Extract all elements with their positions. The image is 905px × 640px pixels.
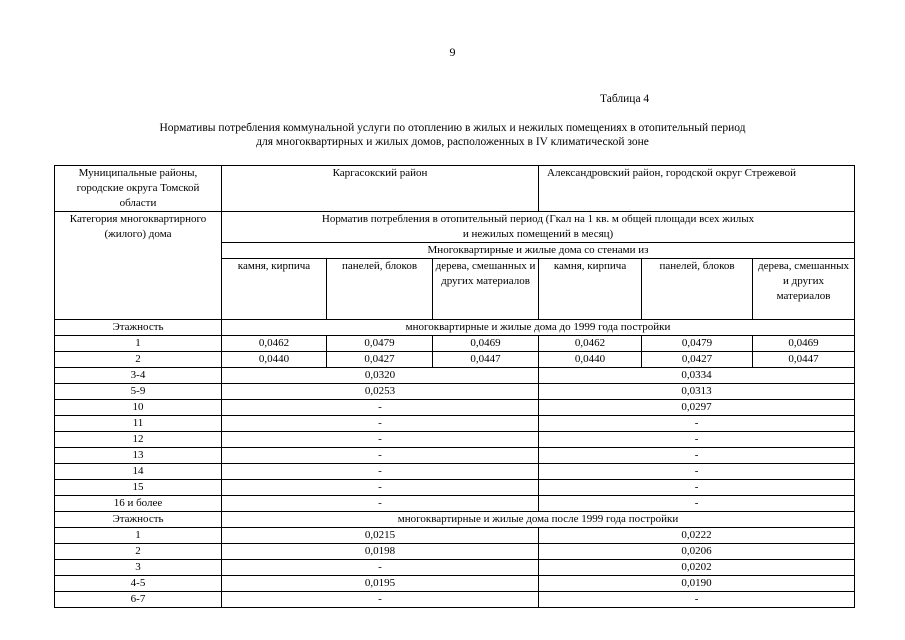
region-a-value: - [222,592,539,608]
region-a-value: - [222,432,539,448]
caption-line-2: для многоквартирных и жилых домов, расположенных в IV климатической зоне [256,136,649,148]
table-row [55,352,855,368]
region-b-value: 0,0334 [539,368,855,384]
region-b-value: 0,0222 [539,528,855,544]
floors-cell: 15 [55,480,222,496]
table-row [55,544,855,560]
value-cell: 0,0469 [433,336,539,352]
caption-line-1: Нормативы потребления коммунальной услуги по отоплению в жилых и нежилых помещениях в отопительный период [159,122,746,134]
region-b-value: 0,0202 [539,560,855,576]
header-row-norm [55,212,855,243]
region-b-header: Александровский район, городской округ Стрежевой [539,166,855,212]
table-row [55,448,855,464]
table-label: Таблица 4 [600,93,650,105]
floors-cell: 3 [55,560,222,576]
section-2-header-row [55,512,855,528]
region-b-value: - [539,592,855,608]
table-row [55,464,855,480]
region-b-value: - [539,464,855,480]
value-cell: 0,0447 [753,352,855,368]
region-a-value: 0,0215 [222,528,539,544]
region-a-value: - [222,400,539,416]
region-b-value: - [539,480,855,496]
floors-cell: 13 [55,448,222,464]
municipal-column-header: Муниципальные районы, городские округа Томской области [55,166,222,212]
category-column-header: Категория многоквартирного (жилого) дома [55,212,222,320]
material-a-panels: панелей, блоков [327,259,433,320]
floors-cell: 4-5 [55,576,222,592]
page-number: 9 [449,45,456,59]
material-b-panels: панелей, блоков [642,259,753,320]
table-row [55,416,855,432]
region-b-value: 0,0297 [539,400,855,416]
floors-cell: 1 [55,528,222,544]
region-b-value: - [539,448,855,464]
value-cell: 0,0462 [539,336,642,352]
value-cell: 0,0447 [433,352,539,368]
walls-header: Многоквартирные и жилые дома со стенами из [222,243,855,259]
table-row [55,496,855,512]
region-b-value: 0,0206 [539,544,855,560]
region-b-value: - [539,416,855,432]
value-cell: 0,0427 [327,352,433,368]
section-1-title: многоквартирные и жилые дома до 1999 года постройки [222,320,855,336]
norm-header-line-2: и нежилых помещений в месяц) [462,228,614,240]
section-2-floors-label: Этажность [55,512,222,528]
floors-cell: 2 [55,544,222,560]
header-row-regions [55,166,855,212]
value-cell: 0,0427 [642,352,753,368]
value-cell: 0,0469 [753,336,855,352]
value-cell: 0,0440 [222,352,327,368]
region-a-value: 0,0253 [222,384,539,400]
region-a-value: 0,0320 [222,368,539,384]
heating-norms-table [54,165,855,608]
table-row [55,336,855,352]
section-1-floors-label: Этажность [55,320,222,336]
norm-header-line-1: Норматив потребления в отопительный период (Гкал на 1 кв. м общей площади всех жилых [321,213,755,225]
floors-cell: 6-7 [55,592,222,608]
floors-cell: 5-9 [55,384,222,400]
section-2-title: многоквартирные и жилые дома после 1999 года постройки [222,512,855,528]
value-cell: 0,0440 [539,352,642,368]
floors-cell: 14 [55,464,222,480]
table-caption [90,121,815,149]
region-a-value: - [222,480,539,496]
region-a-value: 0,0195 [222,576,539,592]
floors-cell: 12 [55,432,222,448]
floors-cell: 11 [55,416,222,432]
region-a-value: - [222,464,539,480]
table-row [55,576,855,592]
table-row [55,528,855,544]
value-cell: 0,0479 [327,336,433,352]
norm-header [222,212,855,243]
region-a-header: Каргасокский район [222,166,539,212]
region-b-value: - [539,496,855,512]
table-row [55,400,855,416]
region-a-value: - [222,560,539,576]
region-b-value: - [539,432,855,448]
material-a-wood: дерева, смешанных и других материалов [433,259,539,320]
region-a-value: - [222,416,539,432]
floors-cell: 1 [55,336,222,352]
region-b-value: 0,0190 [539,576,855,592]
value-cell: 0,0462 [222,336,327,352]
table-row [55,480,855,496]
floors-cell: 3-4 [55,368,222,384]
region-a-value: 0,0198 [222,544,539,560]
region-a-value: - [222,496,539,512]
table-row [55,384,855,400]
material-b-stone: камня, кирпича [539,259,642,320]
region-b-value: 0,0313 [539,384,855,400]
region-a-value: - [222,448,539,464]
table-row [55,432,855,448]
floors-cell: 16 и более [55,496,222,512]
table-row [55,368,855,384]
material-b-wood: дерева, смешанных и других материалов [753,259,855,320]
floors-cell: 2 [55,352,222,368]
value-cell: 0,0479 [642,336,753,352]
section-1-header-row [55,320,855,336]
table-row [55,592,855,608]
floors-cell: 10 [55,400,222,416]
material-a-stone: камня, кирпича [222,259,327,320]
table-row [55,560,855,576]
